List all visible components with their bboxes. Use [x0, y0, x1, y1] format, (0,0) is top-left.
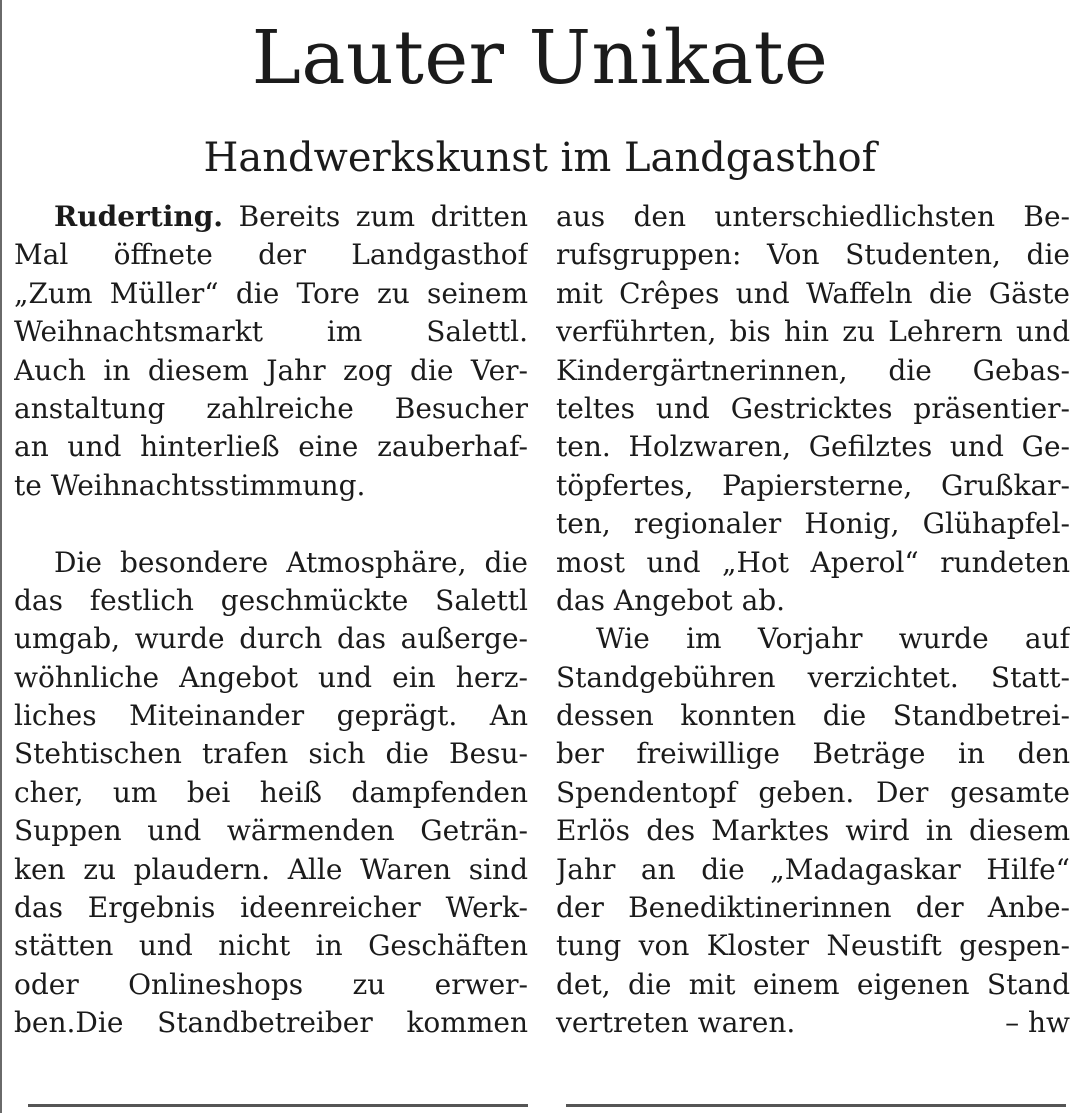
line-text: das festlich geschmückte Salettl	[14, 583, 528, 617]
column-lines	[14, 198, 528, 1043]
text-line	[14, 544, 528, 582]
line-text: ber freiwillige Beträge in den	[556, 737, 1070, 771]
line-text: mit Crêpes und Waffeln die Gäste	[556, 276, 1070, 310]
line-text: rufsgruppen: Von Studenten, die	[556, 238, 1070, 272]
line-text: an und hinterließ eine zauberhaf-	[14, 430, 528, 464]
line-text: Standgebühren verzichtet. Statt-	[556, 660, 1070, 694]
line-text: teltes und Gestricktes präsentier-	[556, 391, 1070, 425]
text-line	[14, 774, 528, 812]
line-text: das Ergebnis ideenreicher Werk-	[14, 891, 528, 925]
line-text: töpfertes, Papiersterne, Grußkar-	[556, 468, 1070, 502]
text-line	[14, 927, 528, 965]
bottom-divider-left	[28, 1104, 528, 1107]
column-lines	[556, 198, 1070, 1043]
text-line	[14, 889, 528, 927]
line-text: verführten, bis hin zu Lehrern und	[556, 315, 1070, 349]
text-line	[556, 927, 1070, 965]
text-line	[556, 198, 1070, 236]
line-text: ken zu plaudern. Alle Waren sind	[14, 852, 528, 886]
text-line	[14, 812, 528, 850]
text-line	[14, 428, 528, 466]
text-line	[556, 659, 1070, 697]
text-line	[14, 851, 528, 889]
text-line	[14, 659, 528, 697]
line-text: te Weihnachtsstimmung.	[14, 468, 366, 502]
line-text: tung von Kloster Neustift gespen-	[556, 929, 1070, 963]
text-line	[556, 774, 1070, 812]
text-line	[556, 620, 1070, 658]
text-line	[556, 275, 1070, 313]
line-text: liches Miteinander geprägt. An	[14, 699, 528, 733]
text-line	[14, 697, 528, 735]
line-text: „Zum Müller“ die Tore zu seinem	[14, 276, 528, 310]
line-text: Jahr an die „Madagaskar Hilfe“	[556, 852, 1070, 886]
article-headline: Lauter Unikate	[251, 15, 829, 101]
author-signature: – hw	[1005, 1006, 1070, 1040]
text-line	[556, 313, 1070, 351]
line-text: Mal öffnete der Landgasthof	[14, 238, 528, 272]
text-line	[556, 1004, 1070, 1042]
text-line	[14, 467, 528, 505]
text-line	[556, 236, 1070, 274]
bottom-divider-right	[566, 1104, 1066, 1107]
text-line	[556, 735, 1070, 773]
text-line	[556, 889, 1070, 927]
line-text: oder Onlineshops zu erwer-	[14, 967, 528, 1001]
text-line	[14, 390, 528, 428]
text-line	[556, 428, 1070, 466]
line-text: Kindergärtnerinnen, die Gebas-	[556, 353, 1070, 387]
line-text: cher, um bei heiß dampfenden	[14, 775, 528, 809]
line-text: wöhnliche Angebot und ein herz-	[14, 660, 528, 694]
text-line	[556, 352, 1070, 390]
line-text: der Benediktinerinnen der Anbe-	[556, 891, 1070, 925]
line-text: most und „Hot Aperol“ rundeten	[556, 545, 1070, 579]
text-line	[14, 313, 528, 351]
text-line	[556, 467, 1070, 505]
line-text: Spendentopf geben. Der gesamte	[556, 775, 1070, 809]
line-text: vertreten waren.	[556, 1006, 796, 1040]
paragraph-gap	[14, 505, 528, 543]
line-text: umgab, wurde durch das außerge-	[14, 622, 528, 656]
text-line	[556, 966, 1070, 1004]
text-line	[14, 236, 528, 274]
text-line	[14, 275, 528, 313]
line-text: Erlös des Marktes wird in diesem	[556, 814, 1070, 848]
text-line	[556, 544, 1070, 582]
article-subheadline: Handwerkskunst im Landgasthof	[203, 135, 877, 181]
text-line	[556, 582, 1070, 620]
line-text: det, die mit einem eigenen Stand	[556, 967, 1070, 1001]
line-text: ben.Die Standbetreiber kommen	[14, 1006, 528, 1040]
text-line	[556, 390, 1070, 428]
article-column-left	[14, 198, 528, 1043]
dateline: Ruderting.	[54, 200, 224, 233]
line-text: Auch in diesem Jahr zog die Ver-	[14, 353, 528, 387]
line-text: stätten und nicht in Geschäften	[14, 929, 528, 963]
line-text: Stehtischen trafen sich die Besu-	[14, 737, 528, 771]
line-text: Weihnachtsmarkt im Salettl.	[14, 315, 528, 349]
text-line	[14, 198, 528, 236]
line-text: ten, regionaler Honig, Glühapfel-	[556, 507, 1070, 541]
text-line	[14, 620, 528, 658]
line-text: dessen konnten die Standbetrei-	[556, 699, 1070, 733]
text-line	[14, 582, 528, 620]
line-text: ten. Holzwaren, Gefilztes und Ge-	[556, 430, 1070, 464]
text-line	[14, 966, 528, 1004]
text-line	[14, 352, 528, 390]
line-text: Suppen und wärmenden Geträn-	[14, 814, 528, 848]
text-line	[556, 697, 1070, 735]
text-line	[14, 735, 528, 773]
text-line	[14, 1004, 528, 1042]
line-text: Bereits zum dritten	[238, 200, 528, 233]
line-text: Die besondere Atmosphäre, die	[54, 545, 528, 579]
text-line	[556, 851, 1070, 889]
line-text: Wie im Vorjahr wurde auf	[596, 622, 1070, 656]
line-text: aus den unterschiedlichsten Be-	[556, 200, 1070, 233]
article-column-right	[556, 198, 1070, 1043]
text-line	[556, 505, 1070, 543]
text-line	[556, 812, 1070, 850]
line-text: anstaltung zahlreiche Besucher	[14, 391, 528, 425]
line-text: das Angebot ab.	[556, 583, 786, 617]
